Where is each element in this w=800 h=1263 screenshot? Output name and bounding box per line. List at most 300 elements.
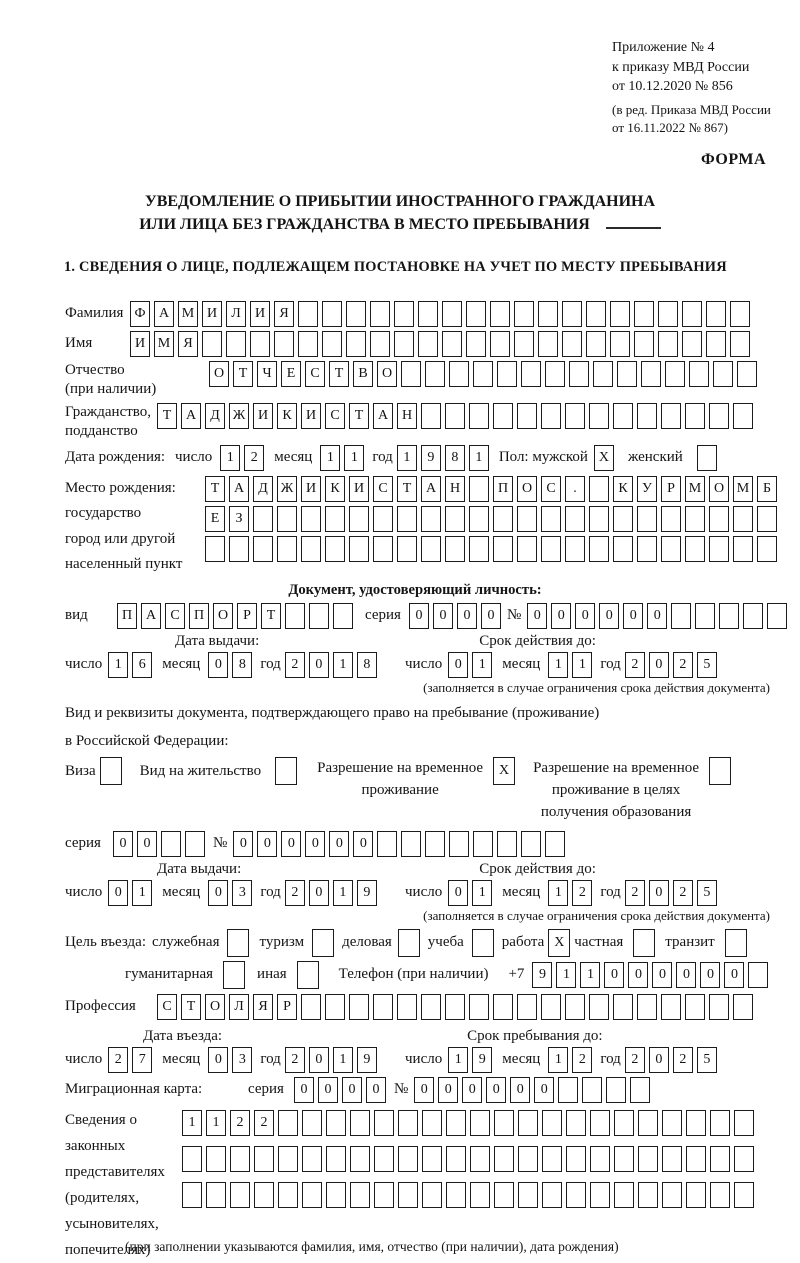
char-box: 0 [257, 831, 277, 857]
char-box [613, 403, 633, 429]
char-box [473, 831, 493, 857]
char-box [713, 361, 733, 387]
char-box [517, 536, 537, 562]
sex-male-checkbox [594, 445, 614, 471]
char-box [472, 929, 494, 957]
doc-number-boxes [527, 603, 787, 629]
form-label: ФОРМА [700, 150, 766, 168]
char-box: 0 [108, 880, 128, 906]
representatives-label-line3: представителях [65, 1163, 165, 1180]
stay-valid-year-boxes [625, 880, 717, 906]
char-box [562, 301, 582, 327]
char-box: 0 [208, 1047, 228, 1073]
char-box [661, 536, 681, 562]
char-box [521, 361, 541, 387]
amendment-line: (в ред. Приказа МВД России [612, 101, 771, 117]
char-box: 0 [414, 1077, 434, 1103]
stay-until-year-boxes [625, 1047, 717, 1073]
birth-place-label-line4: населенный пункт [65, 556, 183, 572]
char-box [494, 1110, 514, 1136]
char-box [398, 1146, 418, 1172]
sex-female-checkbox [697, 445, 717, 471]
surname-label: Фамилия [65, 305, 124, 321]
doc-number-label: № [506, 607, 522, 623]
char-box [658, 301, 678, 327]
char-box [253, 506, 273, 532]
char-box: 1 [182, 1110, 202, 1136]
surname-boxes [130, 301, 750, 327]
char-box: И [301, 403, 321, 429]
entry-date-group [65, 1047, 405, 1073]
purpose-tourism-label: туризм [259, 934, 305, 950]
given-name-label: Имя [65, 335, 93, 351]
validity-note: (заполняется в случае ограничения срока действия документа) [423, 907, 770, 923]
char-box [445, 536, 465, 562]
char-box [469, 403, 489, 429]
stay-until-date-group [405, 1047, 717, 1073]
char-box [322, 301, 342, 327]
char-box [346, 301, 366, 327]
purpose-other-label: иная [257, 966, 287, 982]
char-box [637, 506, 657, 532]
char-box [709, 757, 731, 785]
char-box: 0 [599, 603, 619, 629]
char-box [449, 831, 469, 857]
birth-place-label [65, 476, 205, 578]
month-label: месяц [502, 656, 541, 672]
char-box [662, 1182, 682, 1208]
char-box [230, 1182, 250, 1208]
char-box: 2 [625, 652, 645, 678]
char-box: 0 [510, 1077, 530, 1103]
char-box: К [277, 403, 297, 429]
char-box [497, 361, 517, 387]
char-box: 9 [532, 962, 552, 988]
char-box [514, 301, 534, 327]
char-box [682, 331, 702, 357]
char-box: К [325, 476, 345, 502]
char-box [565, 403, 585, 429]
char-box [421, 994, 441, 1020]
char-box [566, 1146, 586, 1172]
given-name-row [65, 331, 800, 357]
char-box: 1 [548, 880, 568, 906]
char-box [445, 506, 465, 532]
entry-purpose-row [65, 929, 800, 957]
stay-until-day-boxes [448, 1047, 492, 1073]
residence-permit-checkbox [275, 757, 297, 785]
char-box [277, 536, 297, 562]
char-box [326, 1110, 346, 1136]
char-box [541, 994, 561, 1020]
char-box: 0 [534, 1077, 554, 1103]
char-box [377, 831, 397, 857]
birth-date-row [65, 445, 800, 471]
char-box [686, 1146, 706, 1172]
char-box [493, 403, 513, 429]
migration-card-label: Миграционная карта: [65, 1081, 203, 1097]
char-box [346, 331, 366, 357]
char-box: 0 [366, 1077, 386, 1103]
char-box [610, 331, 630, 357]
surname-row [65, 301, 800, 327]
char-box [398, 929, 420, 957]
char-box: С [157, 994, 177, 1020]
entry-month-boxes [208, 1047, 252, 1073]
char-box [695, 603, 715, 629]
char-box [641, 361, 661, 387]
citizenship-boxes [157, 403, 753, 429]
migration-card-row [65, 1077, 800, 1103]
char-box: 2 [244, 445, 264, 471]
char-box: С [541, 476, 561, 502]
month-label: месяц [502, 884, 541, 900]
day-label: число [65, 1051, 103, 1067]
char-box [278, 1146, 298, 1172]
char-box [589, 476, 609, 502]
day-label: число [65, 884, 103, 900]
char-box: И [349, 476, 369, 502]
char-box: 0 [318, 1077, 338, 1103]
char-box [593, 361, 613, 387]
char-box [494, 1182, 514, 1208]
char-box [589, 506, 609, 532]
char-box: 0 [486, 1077, 506, 1103]
char-box [470, 1110, 490, 1136]
identity-doc-heading: Документ, удостоверяющий личность: [288, 581, 542, 598]
char-box [449, 361, 469, 387]
purpose-transit-checkbox [725, 929, 747, 957]
identity-issue-date-group [65, 652, 405, 678]
char-box [757, 506, 777, 532]
char-box: С [373, 476, 393, 502]
char-box [518, 1146, 538, 1172]
char-box [446, 1182, 466, 1208]
char-box: 2 [285, 1047, 305, 1073]
char-box: Л [226, 301, 246, 327]
char-box: 1 [320, 445, 340, 471]
patronymic-boxes [209, 361, 757, 387]
char-box [350, 1110, 370, 1136]
char-box: О [209, 361, 229, 387]
purpose-transit-label: транзит [665, 934, 715, 950]
char-box: 0 [448, 880, 468, 906]
appendix-line: от 10.12.2020 № 856 [612, 79, 733, 94]
char-box [285, 603, 305, 629]
char-box [394, 301, 414, 327]
char-box [418, 301, 438, 327]
char-box [301, 536, 321, 562]
stay-number-label: № [213, 835, 228, 851]
char-box [709, 403, 729, 429]
patronymic-label [65, 361, 209, 399]
char-box [733, 506, 753, 532]
char-box [637, 994, 657, 1020]
char-box: 0 [527, 603, 547, 629]
char-box [630, 1077, 650, 1103]
year-label: год [260, 1051, 281, 1067]
appendix-block [612, 38, 800, 97]
char-box [638, 1110, 658, 1136]
purpose-business-label: деловая [342, 934, 392, 950]
char-box [350, 1146, 370, 1172]
char-box [421, 403, 441, 429]
char-box [589, 994, 609, 1020]
char-box [373, 536, 393, 562]
char-box [733, 536, 753, 562]
stay-doc-type-row [65, 757, 800, 823]
char-box [182, 1146, 202, 1172]
char-box: 2 [625, 1047, 645, 1073]
birth-place-label-line1: Место рождения: [65, 479, 176, 496]
char-box: 1 [333, 880, 353, 906]
char-box [302, 1146, 322, 1172]
stay-series-label: серия [65, 835, 101, 851]
char-box: З [229, 506, 249, 532]
char-box: 2 [108, 1047, 128, 1073]
doc-series-label: серия [365, 607, 401, 623]
stay-issue-year-boxes [285, 880, 377, 906]
char-box: С [325, 403, 345, 429]
char-box: 1 [206, 1110, 226, 1136]
purpose-other-checkbox [297, 961, 319, 989]
char-box: 0 [309, 1047, 329, 1073]
char-box: А [181, 403, 201, 429]
char-box: 1 [333, 1047, 353, 1073]
char-box [325, 994, 345, 1020]
char-box: 1 [556, 962, 576, 988]
valid-until-header: Срок действия до: [479, 860, 596, 877]
char-box: 1 [344, 445, 364, 471]
char-box [302, 1182, 322, 1208]
char-box: 9 [472, 1047, 492, 1073]
phone-label: Телефон (при наличии) [338, 966, 489, 982]
identity-valid-month-boxes [548, 652, 592, 678]
char-box [614, 1146, 634, 1172]
char-box [706, 331, 726, 357]
char-box: У [637, 476, 657, 502]
char-box: М [733, 476, 753, 502]
char-box: Т [349, 403, 369, 429]
char-box [710, 1110, 730, 1136]
char-box: 0 [433, 603, 453, 629]
stay-doc-text-line2: в Российской Федерации: [65, 732, 229, 749]
char-box [229, 536, 249, 562]
char-box [682, 301, 702, 327]
char-box [517, 994, 537, 1020]
stay-valid-date-group [405, 880, 717, 906]
char-box: Д [205, 403, 225, 429]
entry-day-boxes [108, 1047, 152, 1073]
representatives-label-line5: усыновителях, [65, 1215, 159, 1232]
char-box [566, 1110, 586, 1136]
birth-place-boxes-row3 [205, 536, 777, 562]
char-box: В [353, 361, 373, 387]
char-box: А [373, 403, 393, 429]
day-label: число [405, 656, 443, 672]
char-box [542, 1182, 562, 1208]
temp-residence-edu-label [533, 757, 699, 823]
char-box [374, 1146, 394, 1172]
char-box [734, 1182, 754, 1208]
char-box: 0 [647, 603, 667, 629]
valid-until-header: Срок действия до: [479, 632, 596, 649]
char-box [469, 536, 489, 562]
char-box [473, 361, 493, 387]
char-box: 9 [357, 880, 377, 906]
char-box [685, 403, 705, 429]
citizenship-label [65, 403, 157, 441]
char-box [298, 301, 318, 327]
residence-permit-label: Вид на жительство [139, 762, 262, 779]
representatives-boxes-row2 [182, 1146, 754, 1172]
char-box [349, 994, 369, 1020]
char-box: 1 [220, 445, 240, 471]
birth-day-boxes [220, 445, 264, 471]
char-box [421, 536, 441, 562]
char-box: 0 [208, 652, 228, 678]
char-box [226, 331, 246, 357]
stay-issue-date-group [65, 880, 405, 906]
birth-year-label: год [372, 449, 393, 465]
char-box: 1 [132, 880, 152, 906]
char-box: 2 [673, 652, 693, 678]
char-box: Р [237, 603, 257, 629]
char-box [418, 331, 438, 357]
purpose-work-label: работа [501, 934, 545, 950]
birth-place-box-rows [205, 476, 777, 566]
char-box [569, 361, 589, 387]
char-box [767, 603, 787, 629]
char-box: 1 [469, 445, 489, 471]
char-box: 1 [472, 652, 492, 678]
citizenship-label-line2: подданство [65, 422, 138, 439]
char-box [514, 331, 534, 357]
birth-place-label-line3: город или другой [65, 530, 176, 547]
char-box [748, 962, 768, 988]
char-box: 0 [438, 1077, 458, 1103]
char-box: О [213, 603, 233, 629]
char-box [637, 536, 657, 562]
char-box [302, 1110, 322, 1136]
char-box: Ч [257, 361, 277, 387]
char-box [737, 361, 757, 387]
char-box: Р [661, 476, 681, 502]
section1-heading: 1. СВЕДЕНИЯ О ЛИЦЕ, ПОДЛЕЖАЩЕМ ПОСТАНОВКЕ НА УЧЕТ ПО МЕСТУ ПРЕБЫВАНИЯ [64, 258, 727, 275]
identity-valid-date-group [405, 652, 717, 678]
entry-dates-row [65, 1047, 800, 1073]
char-box: М [178, 301, 198, 327]
char-box: 0 [233, 831, 253, 857]
phone-prefix: +7 [508, 966, 525, 982]
char-box [397, 536, 417, 562]
sex-female-label: женский [627, 449, 683, 465]
temp-residence-label-line2: проживание [361, 781, 439, 798]
char-box: 2 [572, 880, 592, 906]
char-box [445, 994, 465, 1020]
representatives-boxes-row1 [182, 1110, 754, 1136]
birth-day-label: число [175, 449, 213, 465]
identity-valid-day-boxes [448, 652, 492, 678]
char-box: 1 [448, 1047, 468, 1073]
profession-boxes [157, 994, 753, 1020]
representatives-note: (при заполнении указываются фамилия, имя, отчество (при наличии), дата рождения) [125, 1238, 619, 1254]
char-box [518, 1110, 538, 1136]
char-box: Я [178, 331, 198, 357]
char-box [326, 1146, 346, 1172]
char-box [565, 536, 585, 562]
char-box [730, 331, 750, 357]
char-box [398, 1110, 418, 1136]
purpose-humanitarian-checkbox [223, 961, 245, 989]
char-box [586, 301, 606, 327]
char-box [333, 603, 353, 629]
char-box: А [421, 476, 441, 502]
char-box: Е [281, 361, 301, 387]
char-box: 5 [697, 880, 717, 906]
char-box: Я [274, 301, 294, 327]
char-box [517, 403, 537, 429]
char-box: 0 [448, 652, 468, 678]
char-box: 1 [397, 445, 417, 471]
char-box: Т [205, 476, 225, 502]
char-box [661, 403, 681, 429]
identity-issue-day-boxes [108, 652, 152, 678]
char-box: 0 [481, 603, 501, 629]
char-box [542, 1146, 562, 1172]
char-box [541, 403, 561, 429]
char-box [469, 506, 489, 532]
char-box: Т [233, 361, 253, 387]
char-box [250, 331, 270, 357]
char-box [634, 301, 654, 327]
char-box [589, 536, 609, 562]
char-box [589, 403, 609, 429]
stay-number-boxes [233, 831, 565, 857]
char-box [706, 301, 726, 327]
char-box: И [250, 301, 270, 327]
char-box: Ж [277, 476, 297, 502]
char-box [470, 1146, 490, 1172]
char-box [538, 301, 558, 327]
char-box: Ж [229, 403, 249, 429]
char-box: И [202, 301, 222, 327]
char-box [590, 1110, 610, 1136]
char-box: 0 [724, 962, 744, 988]
char-box: 2 [230, 1110, 250, 1136]
char-box: 8 [445, 445, 465, 471]
phone-boxes [532, 962, 768, 988]
char-box [401, 831, 421, 857]
day-label: число [405, 1051, 443, 1067]
char-box [541, 536, 561, 562]
char-box: И [301, 476, 321, 502]
char-box: 0 [462, 1077, 482, 1103]
stay-issue-month-boxes [208, 880, 252, 906]
char-box [326, 1182, 346, 1208]
char-box [590, 1146, 610, 1172]
char-box [394, 331, 414, 357]
migration-series-boxes [294, 1077, 386, 1103]
char-box: Е [205, 506, 225, 532]
year-label: год [600, 656, 621, 672]
char-box [397, 994, 417, 1020]
amendment-line: от 16.11.2022 № 867) [612, 120, 729, 135]
char-box [538, 331, 558, 357]
char-box [497, 831, 517, 857]
char-box [566, 1182, 586, 1208]
identity-doc-date-headers [65, 633, 800, 650]
